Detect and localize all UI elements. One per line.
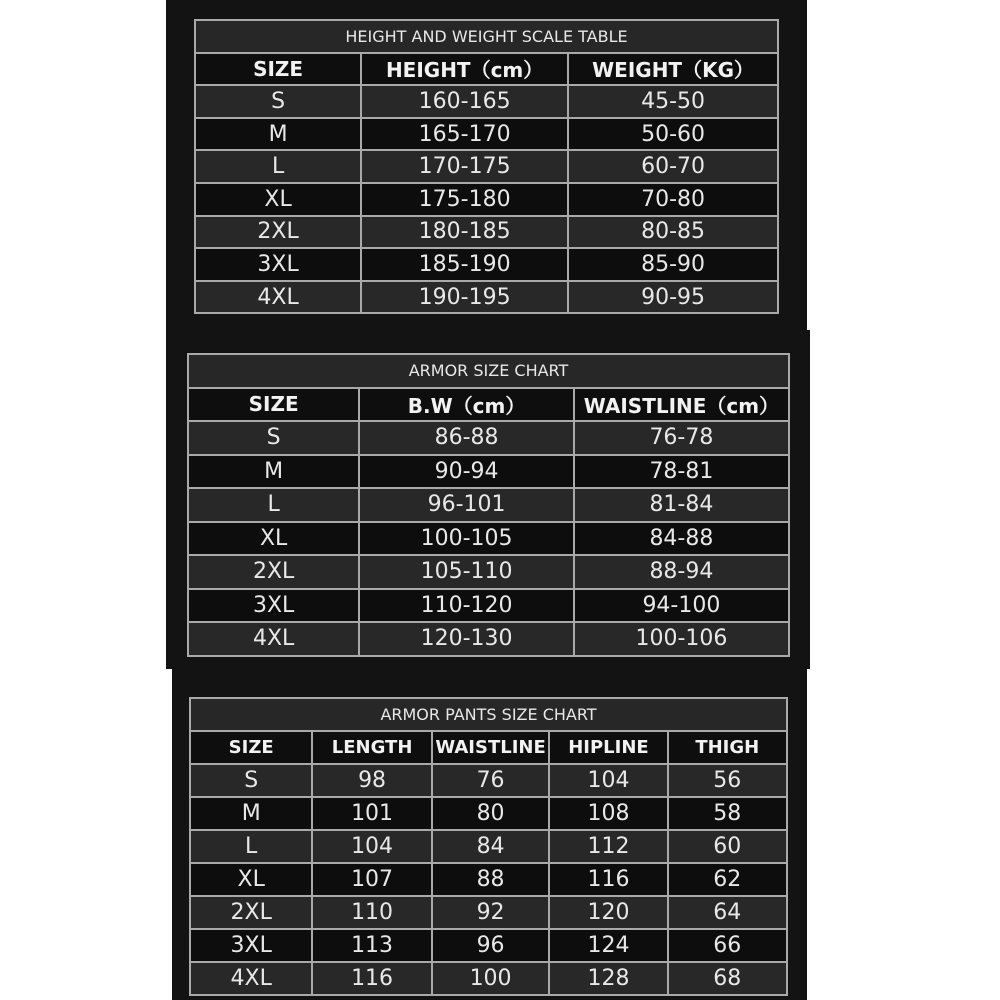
table-row — [190, 929, 787, 962]
column-header: SIZE — [195, 53, 361, 86]
size-cell: S — [190, 764, 312, 797]
table-title-row — [195, 20, 778, 53]
value-cell: 100-105 — [359, 522, 574, 556]
size-cell: M — [188, 455, 359, 489]
size-cell: 4XL — [188, 622, 359, 656]
value-cell: 90-94 — [359, 455, 574, 489]
table-row — [195, 216, 778, 249]
armor-pants-size-table — [189, 697, 788, 996]
value-cell: 128 — [549, 962, 667, 995]
value-cell: 104 — [549, 764, 667, 797]
value-cell: 190-195 — [361, 281, 568, 314]
size-cell: XL — [190, 863, 312, 896]
table-title: HEIGHT AND WEIGHT SCALE TABLE — [195, 20, 778, 53]
table-title: ARMOR SIZE CHART — [188, 354, 789, 388]
size-cell: 3XL — [188, 589, 359, 623]
value-cell: 90-95 — [568, 281, 778, 314]
value-cell: 50-60 — [568, 118, 778, 151]
value-cell: 107 — [312, 863, 431, 896]
value-cell: 85-90 — [568, 248, 778, 281]
value-cell: 81-84 — [574, 488, 789, 522]
column-header: HEIGHT（cm） — [361, 53, 568, 86]
value-cell: 92 — [432, 896, 550, 929]
column-header: WEIGHT（KG） — [568, 53, 778, 86]
value-cell: 100 — [432, 962, 550, 995]
value-cell: 76 — [432, 764, 550, 797]
size-cell: 4XL — [190, 962, 312, 995]
value-cell: 58 — [668, 797, 787, 830]
height-weight-table — [194, 19, 779, 314]
table-row — [188, 622, 789, 656]
size-cell: 2XL — [190, 896, 312, 929]
table-row — [195, 150, 778, 183]
table-row — [188, 421, 789, 455]
value-cell: 160-165 — [361, 85, 568, 118]
value-cell: 96-101 — [359, 488, 574, 522]
value-cell: 78-81 — [574, 455, 789, 489]
size-cell: 3XL — [195, 248, 361, 281]
table-row — [195, 85, 778, 118]
value-cell: 113 — [312, 929, 431, 962]
size-cell: S — [188, 421, 359, 455]
value-cell: 60-70 — [568, 150, 778, 183]
size-cell: L — [195, 150, 361, 183]
value-cell: 175-180 — [361, 183, 568, 216]
value-cell: 185-190 — [361, 248, 568, 281]
value-cell: 112 — [549, 830, 667, 863]
column-header: WAISTLINE — [432, 731, 550, 764]
value-cell: 104 — [312, 830, 431, 863]
size-cell: L — [188, 488, 359, 522]
table-title-row — [190, 698, 787, 731]
size-cell: XL — [188, 522, 359, 556]
value-cell: 116 — [312, 962, 431, 995]
value-cell: 165-170 — [361, 118, 568, 151]
value-cell: 120-130 — [359, 622, 574, 656]
value-cell: 96 — [432, 929, 550, 962]
value-cell: 120 — [549, 896, 667, 929]
value-cell: 88-94 — [574, 555, 789, 589]
value-cell: 84 — [432, 830, 550, 863]
column-header: LENGTH — [312, 731, 431, 764]
table-row — [190, 830, 787, 863]
value-cell: 80 — [432, 797, 550, 830]
table-row — [190, 797, 787, 830]
value-cell: 80-85 — [568, 216, 778, 249]
value-cell: 105-110 — [359, 555, 574, 589]
value-cell: 64 — [668, 896, 787, 929]
table-row — [188, 488, 789, 522]
value-cell: 86-88 — [359, 421, 574, 455]
size-cell: L — [190, 830, 312, 863]
table-header-row — [195, 53, 778, 86]
value-cell: 94-100 — [574, 589, 789, 623]
table-row — [190, 962, 787, 995]
table-row — [190, 863, 787, 896]
value-cell: 110 — [312, 896, 431, 929]
size-cell: M — [190, 797, 312, 830]
table-row — [195, 281, 778, 314]
value-cell: 66 — [668, 929, 787, 962]
value-cell: 70-80 — [568, 183, 778, 216]
value-cell: 110-120 — [359, 589, 574, 623]
value-cell: 108 — [549, 797, 667, 830]
value-cell: 180-185 — [361, 216, 568, 249]
value-cell: 170-175 — [361, 150, 568, 183]
armor-size-table — [187, 353, 790, 657]
table-row — [188, 589, 789, 623]
value-cell: 84-88 — [574, 522, 789, 556]
column-header: HIPLINE — [549, 731, 667, 764]
table-row — [195, 118, 778, 151]
column-header: SIZE — [188, 388, 359, 422]
column-header: THIGH — [668, 731, 787, 764]
value-cell: 62 — [668, 863, 787, 896]
value-cell: 45-50 — [568, 85, 778, 118]
value-cell: 124 — [549, 929, 667, 962]
value-cell: 98 — [312, 764, 431, 797]
size-cell: 4XL — [195, 281, 361, 314]
table-row — [195, 248, 778, 281]
table-title-row — [188, 354, 789, 388]
value-cell: 101 — [312, 797, 431, 830]
size-cell: XL — [195, 183, 361, 216]
value-cell: 56 — [668, 764, 787, 797]
table-row — [188, 522, 789, 556]
table-header-row — [190, 731, 787, 764]
size-cell: 2XL — [188, 555, 359, 589]
value-cell: 68 — [668, 962, 787, 995]
value-cell: 116 — [549, 863, 667, 896]
table-row — [195, 183, 778, 216]
size-cell: M — [195, 118, 361, 151]
table-title: ARMOR PANTS SIZE CHART — [190, 698, 787, 731]
table-row — [188, 455, 789, 489]
table-row — [190, 764, 787, 797]
size-cell: 3XL — [190, 929, 312, 962]
value-cell: 76-78 — [574, 421, 789, 455]
value-cell: 100-106 — [574, 622, 789, 656]
size-cell: S — [195, 85, 361, 118]
value-cell: 60 — [668, 830, 787, 863]
table-row — [188, 555, 789, 589]
value-cell: 88 — [432, 863, 550, 896]
table-header-row — [188, 388, 789, 422]
size-cell: 2XL — [195, 216, 361, 249]
column-header: B.W（cm） — [359, 388, 574, 422]
column-header: WAISTLINE（cm） — [574, 388, 789, 422]
table-row — [190, 896, 787, 929]
column-header: SIZE — [190, 731, 312, 764]
